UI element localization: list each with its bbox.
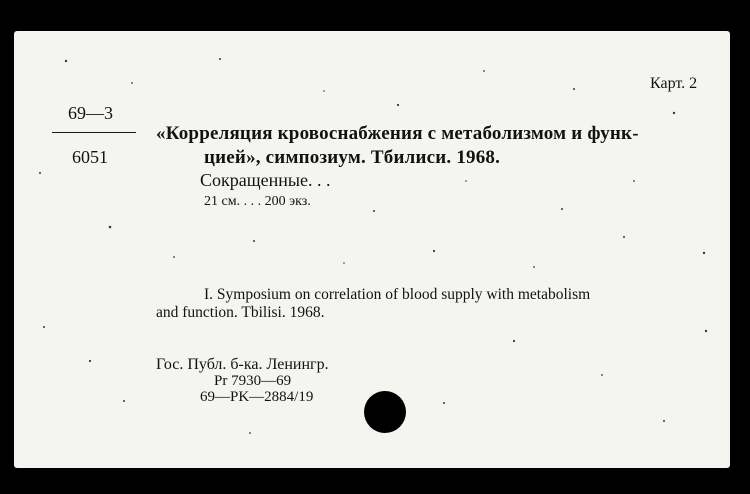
library-line-3: 69—PK—2884/19	[200, 389, 314, 405]
english-entry-line-2: and function. Tbilisi. 1968.	[156, 304, 325, 321]
library-line-1: Гос. Публ. б-ка. Ленингр.	[156, 356, 329, 373]
english-entry-line-1: I. Symposium on correlation of blood supply with metabolism	[204, 286, 591, 303]
call-number-top: 69—3	[68, 103, 113, 123]
abbreviated-note: Сокращенные. . .	[200, 170, 331, 190]
call-number-divider	[52, 132, 136, 133]
title-line-2: цией», симпозиум. Тбилиси. 1968.	[204, 147, 501, 168]
call-number-bottom: 6051	[72, 147, 108, 167]
library-line-2: Pr 7930—69	[214, 373, 292, 389]
card-number: Карт. 2	[650, 75, 698, 92]
punch-hole	[364, 391, 406, 433]
catalog-card	[14, 31, 730, 468]
title-line-1: «Корреляция кровоснабжения с метаболизмом и функ-	[156, 123, 639, 144]
size-and-print-run: 21 см. . . . 200 экз.	[204, 194, 311, 209]
